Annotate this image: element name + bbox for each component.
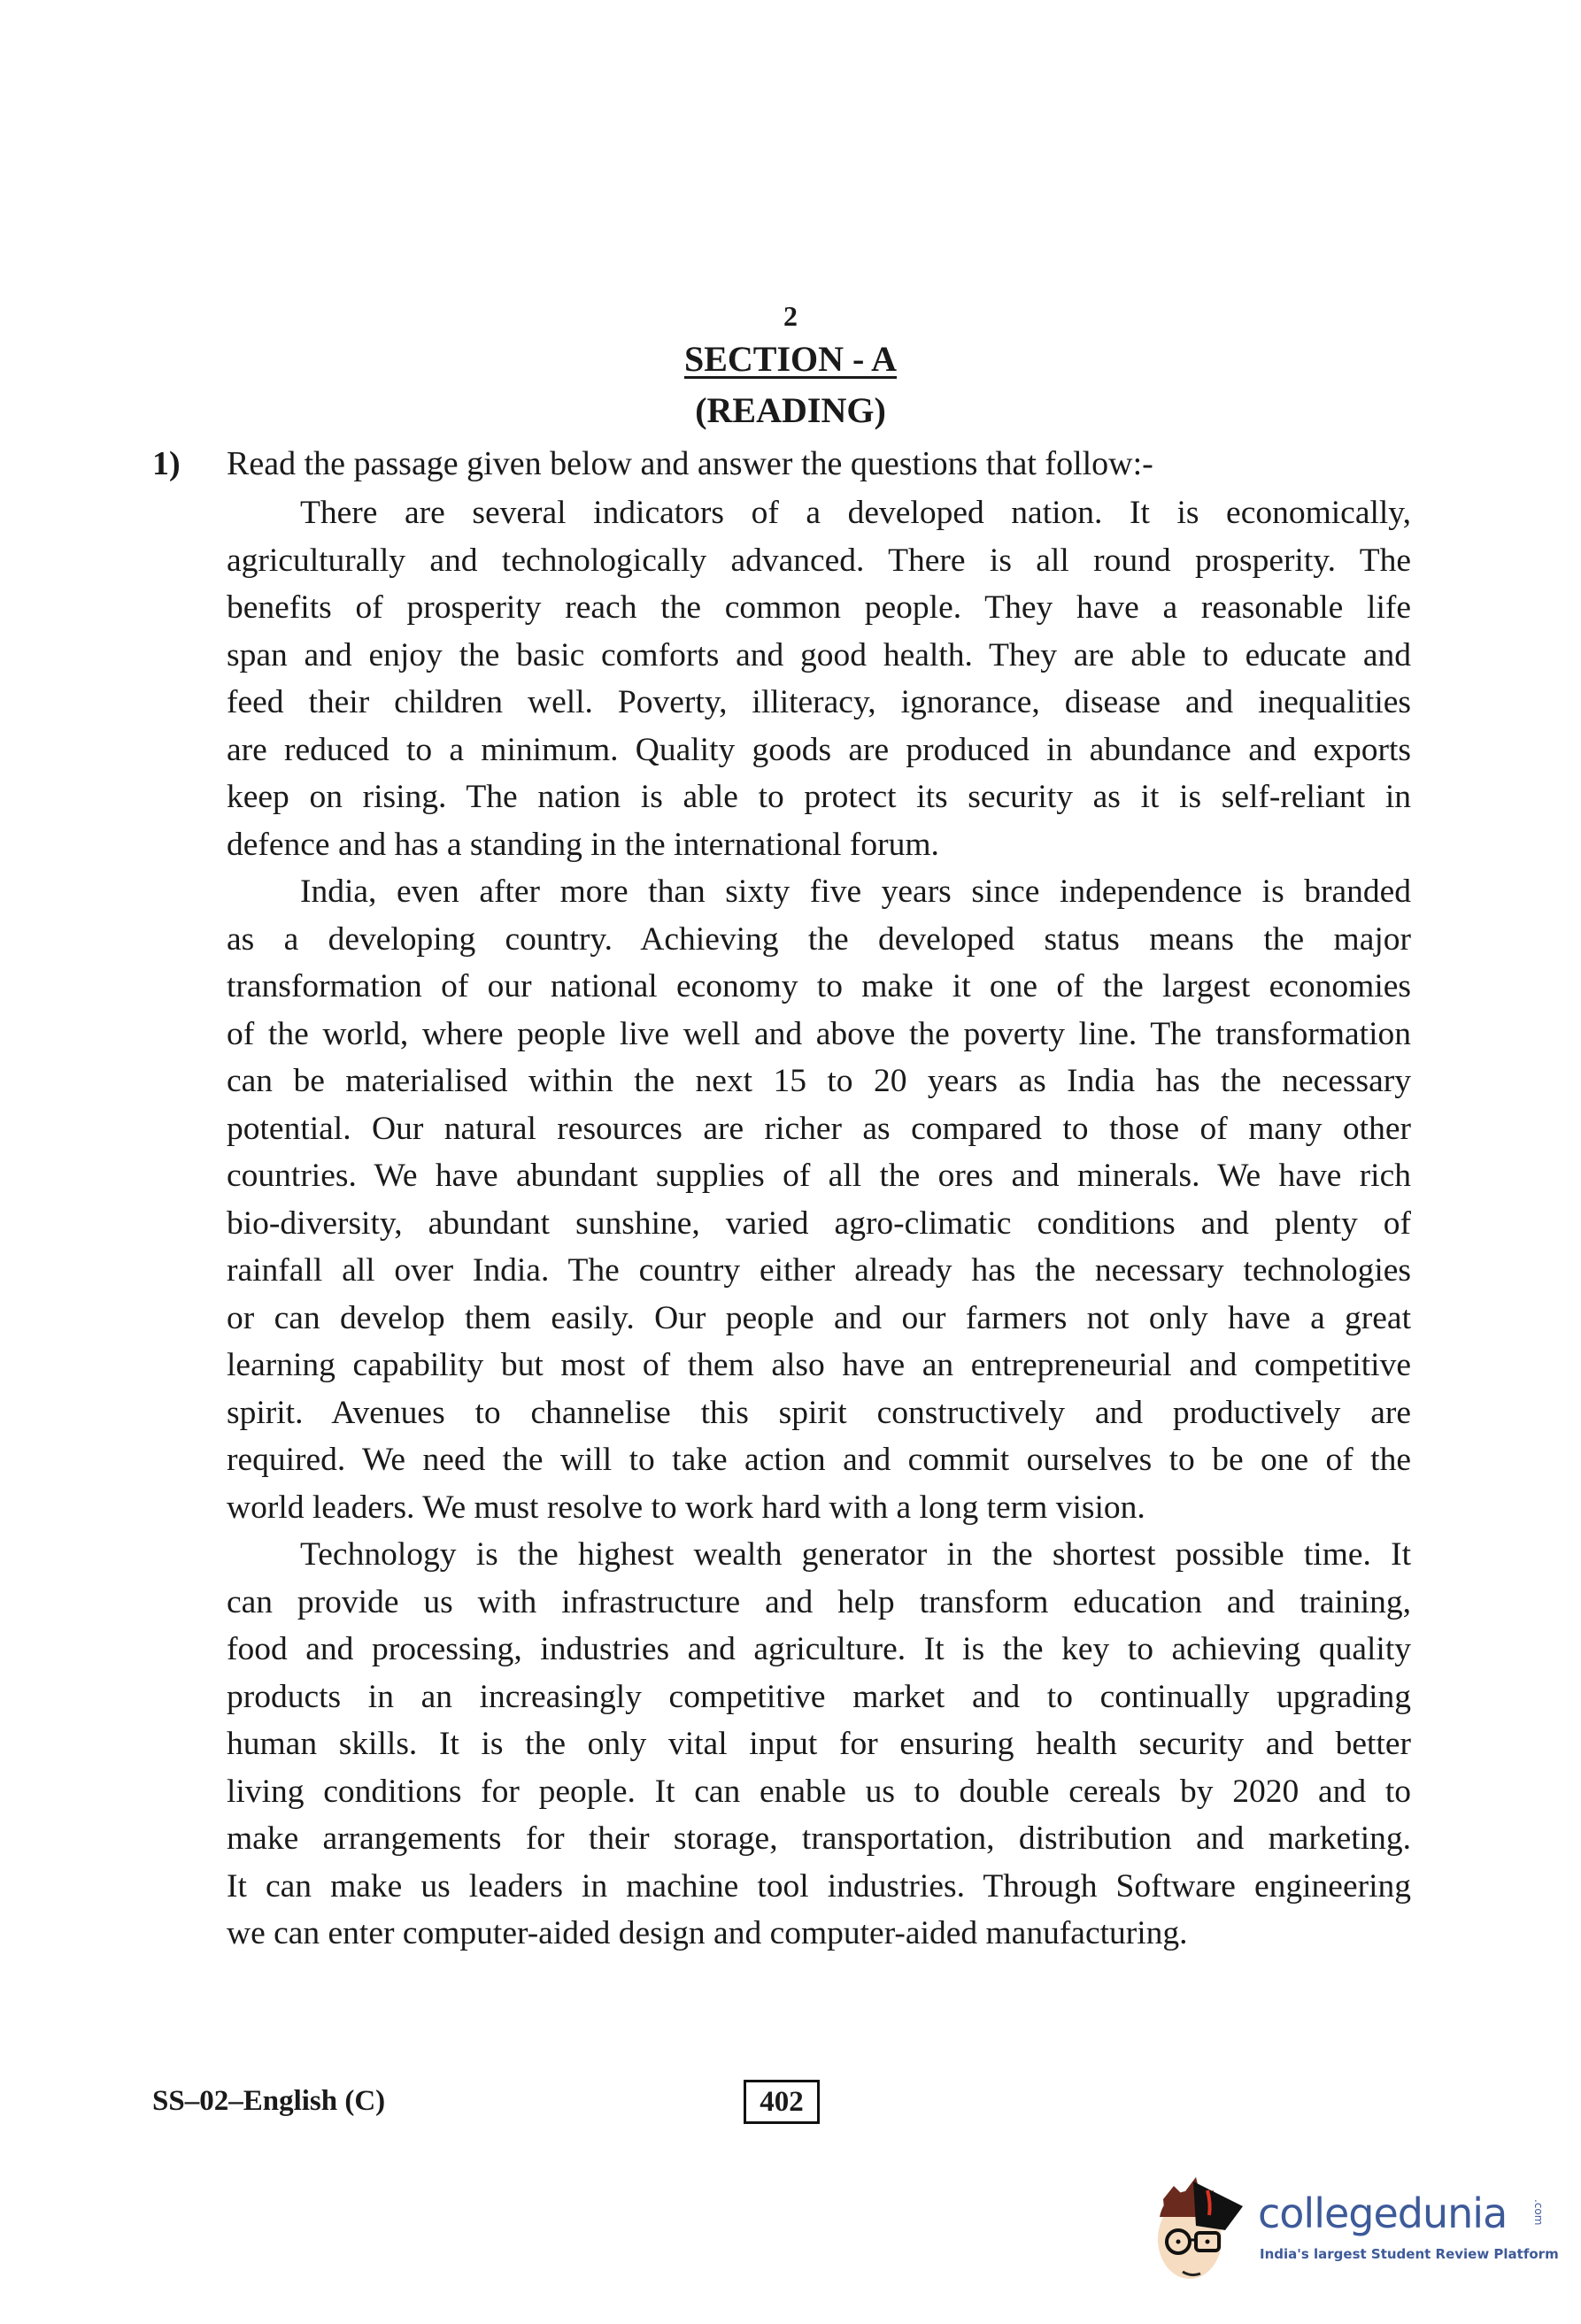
reading-passage: [227, 489, 1411, 1958]
section-title: [0, 338, 1581, 381]
passage-line: human skills. It is the only vital input for ensuring health security and better: [227, 1726, 1411, 1762]
passage-line: potential. Our natural resources are richer as compared to those of many other: [227, 1110, 1411, 1147]
passage-line: learning capability but most of them also have an entrepreneurial and competitive: [227, 1347, 1411, 1383]
passage-line: of the world, where people live well and above the poverty line. The transformation: [227, 1015, 1411, 1052]
passage-line: countries. We have abundant supplies of all the ores and minerals. We have rich: [227, 1158, 1411, 1194]
question-instruction: Read the passage given below and answer the questions that follow:-: [227, 445, 1153, 482]
watermark-tagline: India's largest Student Review Platform: [1260, 2246, 1559, 2262]
passage-line: There are several indicators of a developed nation. It is economically,: [300, 495, 1411, 531]
passage-line: spirit. Avenues to channelise this spirit constructively and productively are: [227, 1394, 1411, 1431]
passage-line: world leaders. We must resolve to work hard with a long term vision.: [227, 1489, 1145, 1526]
paper-code: SS–02–English (C): [152, 2085, 386, 2117]
passage-line: or can develop them easily. Our people and our farmers not only have a great: [227, 1299, 1411, 1336]
passage-line: as a developing country. Achieving the developed status means the major: [227, 920, 1411, 958]
passage-line: rainfall all over India. The country either already has the necessary technologies: [227, 1252, 1411, 1289]
passage-line: products in an increasingly competitive market and to continually upgrading: [227, 1678, 1411, 1715]
passage-line: make arrangements for their storage, transportation, distribution and marketing.: [227, 1820, 1411, 1857]
passage-line: agriculturally and technologically advanced. There is all round prosperity. The: [227, 542, 1411, 579]
passage-line: benefits of prosperity reach the common people. They have a reasonable life: [227, 589, 1411, 626]
section-title-text: SECTION - A: [683, 339, 898, 379]
watermark-name: collegedunia: [1258, 2189, 1508, 2237]
page-number: 2: [783, 300, 798, 332]
passage-line: feed their children well. Poverty, illiteracy, ignorance, disease and inequalities: [227, 684, 1411, 720]
section-subtitle: (READING): [695, 390, 886, 430]
passage-line: living conditions for people. It can enable us to double cereals by 2020 and to: [227, 1773, 1411, 1810]
passage-line: bio-diversity, abundant sunshine, varied agro-climatic conditions and plenty of: [227, 1204, 1411, 1242]
passage-line: we can enter computer-aided design and computer-aided manufacturing.: [227, 1915, 1188, 1951]
page-code-box: 402: [744, 2080, 820, 2124]
passage-line: can provide us with infrastructure and help transform education and training,: [227, 1583, 1411, 1620]
passage-line: can be materialised within the next 15 to 20 years as India has the necessary: [227, 1063, 1411, 1099]
passage-line: Technology is the highest wealth generator in the shortest possible time. It: [300, 1536, 1411, 1573]
passage-line: are reduced to a minimum. Quality goods are produced in abundance and exports: [227, 731, 1411, 768]
question-number: 1): [152, 445, 181, 482]
passage-line: defence and has a standing in the international forum.: [227, 826, 939, 863]
passage-line: It can make us leaders in machine tool industries. Through Software engineering: [227, 1867, 1411, 1905]
passage-line: India, even after more than sixty five years since independence is branded: [300, 873, 1411, 910]
watermark-suffix: .com: [1532, 2199, 1545, 2226]
passage-line: required. We need the will to take action and commit ourselves to be one of the: [227, 1442, 1411, 1478]
collegedunia-watermark: [1147, 2164, 1572, 2288]
passage-line: transformation of our national economy to make it one of the largest economies: [227, 968, 1411, 1004]
passage-line: span and enjoy the basic comforts and good health. They are able to educate and: [227, 636, 1411, 673]
passage-line: food and processing, industries and agriculture. It is the key to achieving quality: [227, 1631, 1411, 1667]
student-mascot-icon: [1147, 2164, 1253, 2288]
passage-line: keep on rising. The nation is able to protect its security as it is self-reliant in: [227, 779, 1411, 815]
